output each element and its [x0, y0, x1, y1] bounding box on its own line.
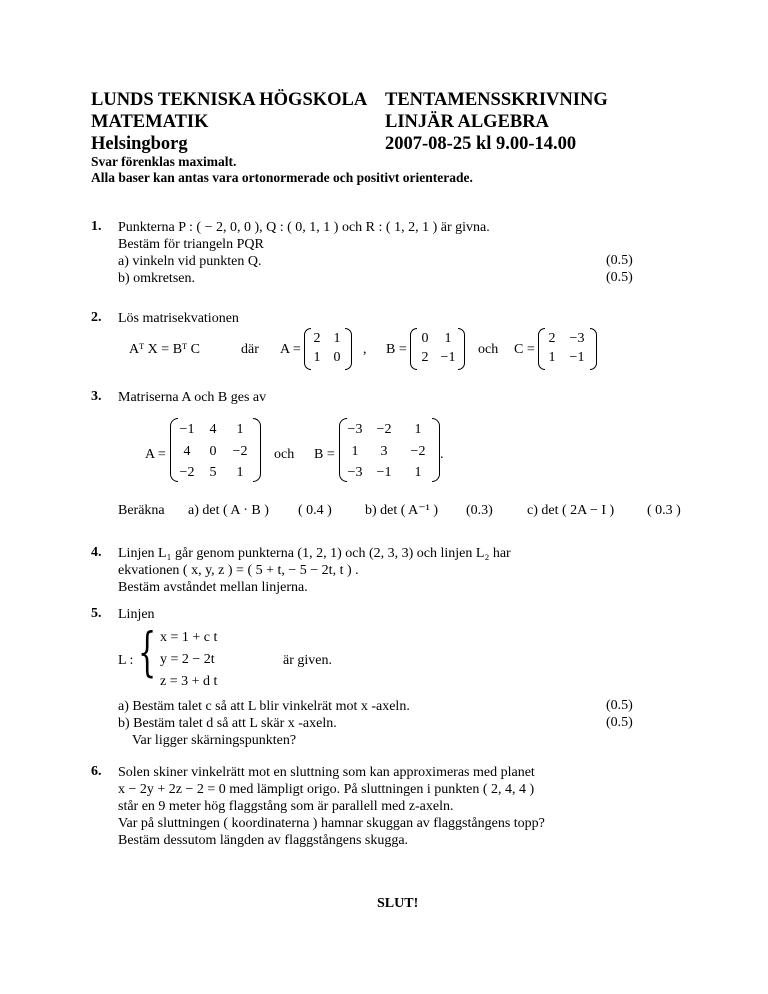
q6-line5: Bestäm dessutom längden av flaggstångens skugga.: [118, 833, 409, 848]
q2-B-right-paren: [458, 328, 465, 370]
matrix-cell: −1: [440, 350, 456, 365]
q4-number: 4.: [91, 545, 102, 560]
q1-b-points: (0.5): [606, 270, 633, 285]
matrix-cell: −3: [347, 422, 363, 437]
matrix-cell: 4: [183, 444, 191, 459]
q5-b: b) Bestäm talet d så att L skär x -axeln.: [118, 716, 337, 731]
matrix-cell: 2: [548, 331, 556, 346]
matrix-cell: 1: [548, 350, 556, 365]
matrix-cell: 0: [209, 444, 217, 459]
header-city: Helsingborg: [91, 134, 188, 154]
q4-line3: Bestäm avståndet mellan linjerna.: [118, 580, 308, 595]
q1-a: a) vinkeln vid punkten Q.: [118, 254, 262, 269]
matrix-cell: 1: [414, 465, 422, 480]
q6-body: [118, 764, 545, 849]
matrix-cell: 1: [236, 422, 244, 437]
q6-line3: står en 9 meter hög flaggstång som är parallell med z-axeln.: [118, 799, 454, 814]
q2-number: 2.: [91, 310, 102, 325]
end-marker: SLUT!: [377, 896, 419, 911]
q3-B-label: B =: [314, 447, 335, 462]
q3-c: c) det ( 2A − I ): [527, 503, 615, 518]
matrix-cell: 5: [209, 465, 217, 480]
q1-line2: Bestäm för triangeln PQR: [118, 237, 264, 252]
q5-brace: {: [138, 623, 157, 683]
q3-b: b) det ( A⁻¹ ): [365, 503, 439, 518]
q3-number: 3.: [91, 389, 102, 404]
matrix-cell: −2: [179, 465, 195, 480]
q2-och: och: [478, 342, 499, 357]
matrix-cell: −1: [376, 465, 392, 480]
q5-intro: Linjen: [118, 607, 155, 622]
matrix-cell: −2: [410, 444, 426, 459]
matrix-cell: −3: [569, 331, 585, 346]
matrix-cell: −1: [179, 422, 195, 437]
matrix-cell: 2: [421, 350, 429, 365]
header-exam: TENTAMENSSKRIVNING: [385, 90, 608, 110]
matrix-cell: 1: [236, 465, 244, 480]
header-right: [385, 89, 608, 155]
header-school: LUNDS TEKNISKA HÖGSKOLA: [91, 90, 368, 110]
q3-A-right-paren: [253, 418, 261, 482]
q5-eq3: z = 3 + d t: [160, 674, 218, 689]
matrix-cell: 0: [333, 350, 341, 365]
matrix-cell: −2: [376, 422, 392, 437]
q5-a: a) Bestäm talet c så att L blir vinkelrät mot x -axeln.: [118, 699, 410, 714]
note-bases: Alla baser kan antas vara ortonormerade och positivt orienterade.: [91, 170, 473, 185]
q6-line4: Var på sluttningen ( koordinaterna ) hamnar skuggan av flaggstångens topp?: [118, 816, 545, 831]
q2-A-label: A =: [280, 342, 301, 357]
matrix-cell: 2: [313, 331, 321, 346]
header-dept: MATEMATIK: [91, 112, 209, 132]
q3-intro: Matriserna A och B ges av: [118, 390, 267, 405]
q5-eq1: x = 1 + c t: [160, 630, 218, 645]
header-course: LINJÄR ALGEBRA: [385, 112, 549, 132]
q3-c-points: ( 0.3 ): [647, 503, 681, 518]
q2-C-right-paren: [590, 328, 597, 370]
q5-system: [160, 629, 217, 695]
matrix-cell: 0: [421, 331, 429, 346]
q3-och: och: [274, 447, 295, 462]
q1-number: 1.: [91, 219, 102, 234]
q3-a-points: ( 0.4 ): [298, 503, 332, 518]
q3-a: a) det ( A · B ): [188, 503, 269, 518]
notes: [91, 154, 473, 186]
q2-intro: Lös matrisekvationen: [118, 311, 239, 326]
q2-C-label: C =: [514, 342, 535, 357]
q5-number: 5.: [91, 606, 102, 621]
q3-period: .: [440, 447, 444, 462]
q2-comma: ,: [363, 342, 367, 357]
q1-body: [118, 219, 490, 287]
q3-B-right-paren: [432, 418, 440, 482]
q1-line1: Punkterna P : ( − 2, 0, 0 ), Q : ( 0, 1, 1 ) och R : ( 1, 2, 1 ) är givna.: [118, 220, 490, 235]
q2-A-right-paren: [345, 328, 352, 370]
q5-given: är given.: [283, 653, 332, 668]
q1-b: b) omkretsen.: [118, 271, 195, 286]
note-simplify: Svar förenklas maximalt.: [91, 154, 237, 169]
q3-b-points: (0.3): [466, 503, 493, 518]
q4-body: [118, 545, 511, 596]
matrix-cell: 1: [333, 331, 341, 346]
q6-number: 6.: [91, 764, 102, 779]
q6-line2: x − 2y + 2z − 2 = 0 med lämpligt origo. På sluttningen i punkten ( 2, 4, 4 ): [118, 782, 535, 797]
matrix-cell: 4: [209, 422, 217, 437]
matrix-cell: −2: [232, 444, 248, 459]
q4-line1: Linjen L₁ går genom punkterna (1, 2, 1) och (2, 3, 3) och linjen L₂ har: [118, 546, 511, 561]
q5-L-label: L :: [118, 653, 134, 668]
matrix-cell: −3: [347, 465, 363, 480]
matrix-cell: 1: [444, 331, 452, 346]
q6-line1: Solen skiner vinkelrätt mot en sluttning som kan approximeras med planet: [118, 765, 535, 780]
header-left: [91, 89, 367, 155]
matrix-cell: 1: [351, 444, 359, 459]
matrix-cell: 1: [313, 350, 321, 365]
q2-B-label: B =: [386, 342, 407, 357]
q1-a-points: (0.5): [606, 253, 633, 268]
header-date: 2007-08-25 kl 9.00-14.00: [385, 134, 577, 154]
q5-b-points: (0.5): [606, 715, 633, 730]
matrix-cell: 1: [414, 422, 422, 437]
q5-body: [118, 698, 410, 749]
q5-eq2: y = 2 − 2t: [160, 652, 215, 667]
matrix-cell: 3: [380, 444, 388, 459]
q4-line2: ekvationen ( x, y, z ) = ( 5 + t, − 5 − 2t, t ) .: [118, 563, 359, 578]
q2-equation: Aᵀ X = Bᵀ C: [129, 342, 200, 357]
q3-A-label: A =: [145, 447, 166, 462]
q5-b2: Var ligger skärningspunkten?: [132, 733, 297, 748]
q5-a-points: (0.5): [606, 698, 633, 713]
q2-dar: där: [241, 342, 259, 357]
matrix-cell: −1: [569, 350, 585, 365]
q3-berakna: Beräkna: [118, 503, 165, 518]
